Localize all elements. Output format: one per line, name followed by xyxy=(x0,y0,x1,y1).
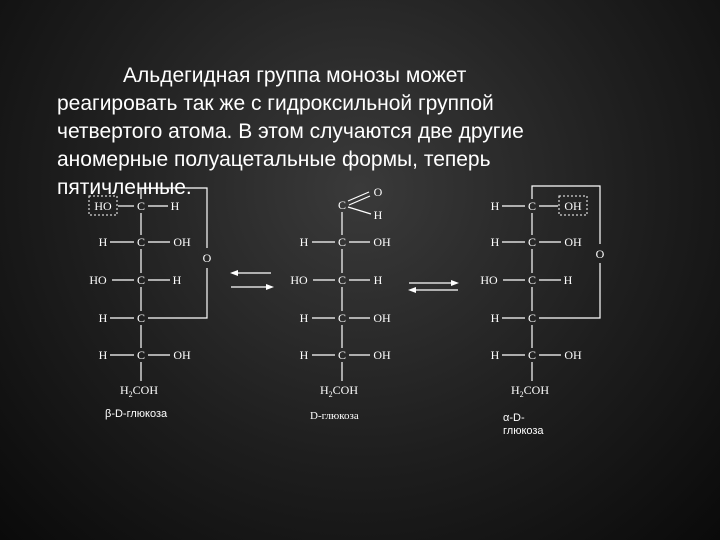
beta-ring-oxygen: O xyxy=(202,251,212,265)
paragraph-line-2: реагировать так же с гидроксильной группой xyxy=(57,92,494,115)
alpha-c3: C xyxy=(527,273,537,287)
open-aldehyde-oxygen: O xyxy=(373,185,383,199)
open-chain-d-glucose-structure xyxy=(290,185,391,399)
alpha-oh-c5: OH xyxy=(564,348,582,362)
alpha-h-c3: H xyxy=(563,273,573,287)
alpha-ring-oxygen: O xyxy=(595,247,605,261)
open-c3: C xyxy=(337,273,347,287)
caption-alpha-d-glucose xyxy=(503,412,544,438)
arrow-right-head xyxy=(266,284,274,290)
alpha-c2: C xyxy=(527,235,537,249)
alpha-ch2oh: $H_2COH$ xyxy=(511,383,550,399)
beta-c1: C xyxy=(136,199,146,213)
caption-beta-d-glucose: β-D-глюкоза xyxy=(105,408,168,420)
paragraph-line-4: аномерные полуацетальные формы, теперь xyxy=(57,148,491,171)
alpha-c1: C xyxy=(527,199,537,213)
beta-oh-c5: OH xyxy=(173,348,191,362)
open-ch2oh: $H_2COH$ xyxy=(320,383,359,399)
equilibrium-arrows-right xyxy=(408,280,459,293)
alpha-ring-bond-lower xyxy=(539,263,600,318)
alpha-h-c2: H xyxy=(490,235,500,249)
arrow2-right-head xyxy=(451,280,459,286)
paragraph-line-1: Альдегидная группа монозы может xyxy=(123,64,467,87)
open-c2: C xyxy=(337,235,347,249)
open-c5: C xyxy=(337,348,347,362)
open-aldehyde-h: H xyxy=(373,208,383,222)
alpha-ho-c3: HO xyxy=(480,273,498,287)
open-h-c5: H xyxy=(299,348,309,362)
beta-d-glucose-structure xyxy=(89,188,212,399)
open-c4: C xyxy=(337,311,347,325)
caption-d-glucose: D-глюкоза xyxy=(310,410,359,422)
alpha-oh-c2: OH xyxy=(564,235,582,249)
beta-h-c3: H xyxy=(172,273,182,287)
beta-h-c5: H xyxy=(98,348,108,362)
beta-h-c1: H xyxy=(170,199,180,213)
beta-c3: C xyxy=(136,273,146,287)
open-aldehyde-h-bond xyxy=(348,207,371,214)
alpha-h-c4: H xyxy=(490,311,500,325)
beta-c2: C xyxy=(136,235,146,249)
open-ho-c3: HO xyxy=(290,273,308,287)
open-oh-c2: OH xyxy=(373,235,391,249)
beta-h-c2: H xyxy=(98,235,108,249)
beta-oh-c2: OH xyxy=(173,235,191,249)
caption-alpha-line-1: α-D- xyxy=(503,412,525,424)
slide-paragraph xyxy=(57,62,657,202)
open-oh-c4: OH xyxy=(373,311,391,325)
beta-ch2oh: $H_2COH$ xyxy=(120,383,159,399)
beta-ho-c3: HO xyxy=(89,273,107,287)
open-h-c3: H xyxy=(373,273,383,287)
alpha-h-c1: H xyxy=(490,199,500,213)
alpha-oh-c1: OH xyxy=(564,199,582,213)
alpha-h-c5: H xyxy=(490,348,500,362)
alpha-c5: C xyxy=(527,348,537,362)
caption-alpha-line-2: глюкоза xyxy=(503,425,544,437)
beta-h-c4: H xyxy=(98,311,108,325)
beta-c4: C xyxy=(136,311,146,325)
arrow-left-head xyxy=(230,270,238,276)
alpha-c4: C xyxy=(527,311,537,325)
open-h-c4: H xyxy=(299,311,309,325)
arrow2-left-head xyxy=(408,287,416,293)
equilibrium-arrows-left xyxy=(230,270,274,290)
paragraph-line-3: четвертого атома. В этом случаются две другие xyxy=(57,120,524,143)
beta-ho-c1: HO xyxy=(94,199,112,213)
paragraph-line-5: пятичленные. xyxy=(57,176,192,199)
alpha-d-glucose-structure xyxy=(480,186,604,399)
open-c1: C xyxy=(337,198,347,212)
open-h-c2: H xyxy=(299,235,309,249)
beta-c5: C xyxy=(136,348,146,362)
open-oh-c5: OH xyxy=(373,348,391,362)
